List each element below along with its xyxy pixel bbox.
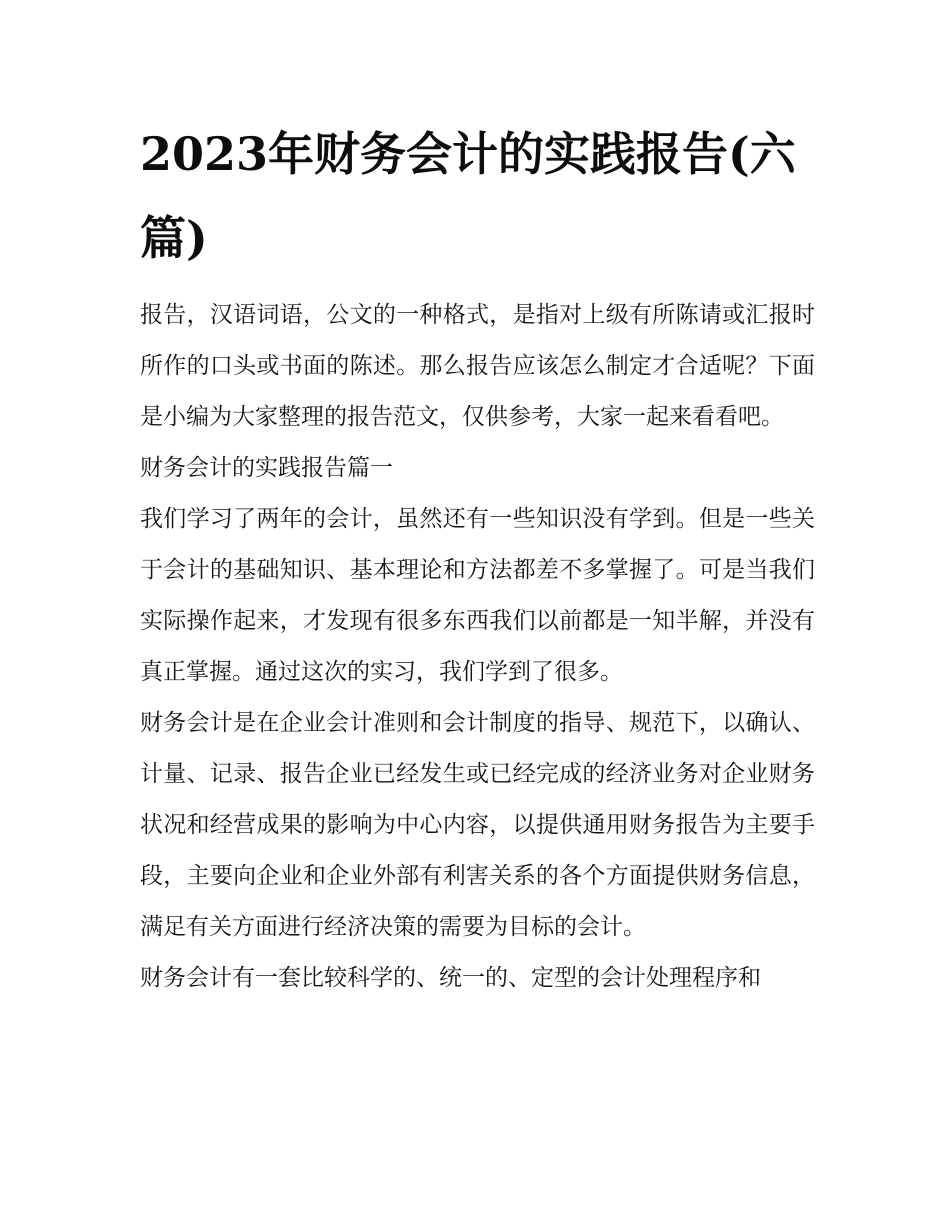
body-paragraph-1: 我们学习了两年的会计，虽然还有一些知识没有学到。但是一些关于会计的基础知识、基本理论和方法都差不多掌握了。可是当我们实际操作起来，才发现有很多东西我们以前都是一知半解，并没有真正掌握。通过这次的实习，我们学到了很多。 (140, 506, 815, 685)
body-paragraph-3: 财务会计有一套比较科学的、统一的、定型的会计处理程序和 (140, 965, 761, 991)
body-paragraph-2: 财务会计是在企业会计准则和会计制度的指导、规范下，以确认、计量、记录、报告企业已经发生或已经完成的经济业务对企业财务状况和经营成果的影响为中心内容，以提供通用财务报告为主要手段，主要向企业和企业外部有利害关系的各个方面提供财务信息，满足有关方面进行经济决策的需要为目标的会计。 (140, 710, 815, 940)
section-heading: 财务会计的实践报告篇一 (140, 455, 393, 481)
document-title: 2023年财务会计的实践报告(六篇) (140, 127, 796, 265)
document-body (140, 112, 815, 1004)
intro-paragraph: 报告，汉语词语，公文的一种格式，是指对上级有所陈请或汇报时所作的口头或书面的陈述。那么报告应该怎么制定才合适呢？下面是小编为大家整理的报告范文，仅供参考，大家一起来看看吧。 (140, 302, 815, 430)
